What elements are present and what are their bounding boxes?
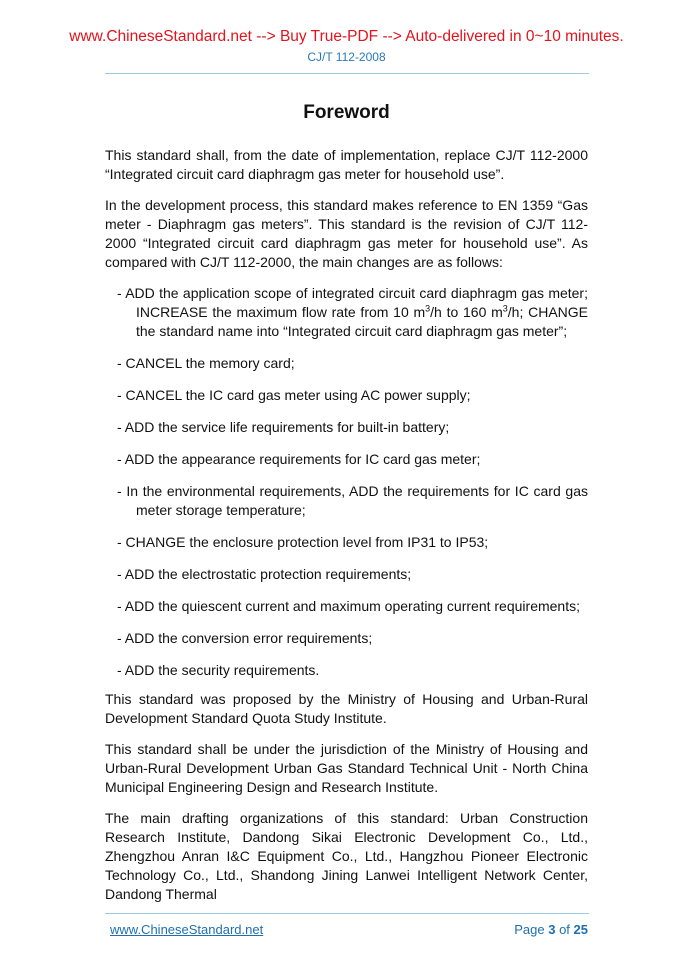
superscript: 3: [425, 303, 431, 314]
list-item: - CHANGE the enclosure protection level from IP31 to IP53;: [117, 534, 489, 550]
header-divider: [105, 73, 589, 74]
footer-website-link[interactable]: www.ChineseStandard.net: [110, 922, 264, 937]
document-body: [105, 146, 588, 916]
page-of: of: [559, 922, 570, 937]
superscript: 3: [502, 303, 508, 314]
paragraph: This standard shall, from the date of implementation, replace CJ/T 112-2000 “Integrated circuit card diaphragm gas meter for household use”.: [105, 147, 588, 182]
list-item: - ADD the appearance requirements for IC card gas meter;: [117, 451, 481, 467]
text: - ADD the application scope of integrated circuit card diaphragm gas meter; INCREASE the maximum flow rate from 10 m: [117, 285, 588, 320]
text: /h to 160 m: [430, 304, 503, 320]
list-item: - CANCEL the memory card;: [117, 355, 295, 371]
footer-divider: [105, 913, 589, 914]
page-prefix: Page: [514, 922, 545, 937]
page-total: 25: [573, 922, 588, 937]
standard-code: CJ/T 112-2008: [307, 50, 386, 64]
paragraph: This standard was proposed by the Ministry of Housing and Urban-Rural Development Standard Quota Study Institute.: [105, 691, 588, 726]
page-title: Foreword: [303, 102, 390, 123]
purchase-banner[interactable]: www.ChineseStandard.net --> Buy True-PDF --> Auto-delivered in 0~10 minutes.: [69, 28, 624, 45]
list-item: - ADD the electrostatic protection requirements;: [117, 566, 412, 582]
page-current: 3: [548, 922, 556, 937]
list-item: - ADD the security requirements.: [117, 662, 320, 678]
paragraph: In the development process, this standard makes reference to EN 1359 “Gas meter - Diaphragm gas meters”. This standard is the revision of CJ/T 112-2000 “Integrated circuit card diaphragm gas meter for household use”. As compared with CJ/T 112-2000, the main changes are as follows:: [105, 197, 588, 270]
list-item: - In the environmental requirements, ADD the requirements for IC card gas meter storage temperature;: [117, 483, 588, 518]
paragraph: The main drafting organizations of this standard: Urban Construction Research Institute, Dandong Sikai Electronic Development Co., Ltd., Zhengzhou Anran I&C Equipment Co., Ltd., Hangzhou Pioneer Electronic Technology Co., Ltd., Shandong Jining Lanwei Intelligent Network Center, Dandong Thermal: [105, 810, 588, 902]
page-indicator: [514, 922, 588, 937]
paragraph: This standard shall be under the jurisdiction of the Ministry of Housing and Urban-Rural Development Urban Gas Standard Technical Unit - North China Municipal Engineering Design and Research Institute.: [105, 741, 588, 795]
list-item: - ADD the conversion error requirements;: [117, 630, 373, 646]
list-item: - CANCEL the IC card gas meter using AC power supply;: [117, 387, 471, 403]
list-item: - ADD the quiescent current and maximum operating current requirements;: [117, 598, 580, 614]
list-item: - ADD the service life requirements for built-in battery;: [117, 419, 450, 435]
text: /h; CHANGE the standard name into “Integrated circuit card diaphragm gas meter”;: [136, 304, 589, 339]
list-item: [104, 284, 588, 341]
